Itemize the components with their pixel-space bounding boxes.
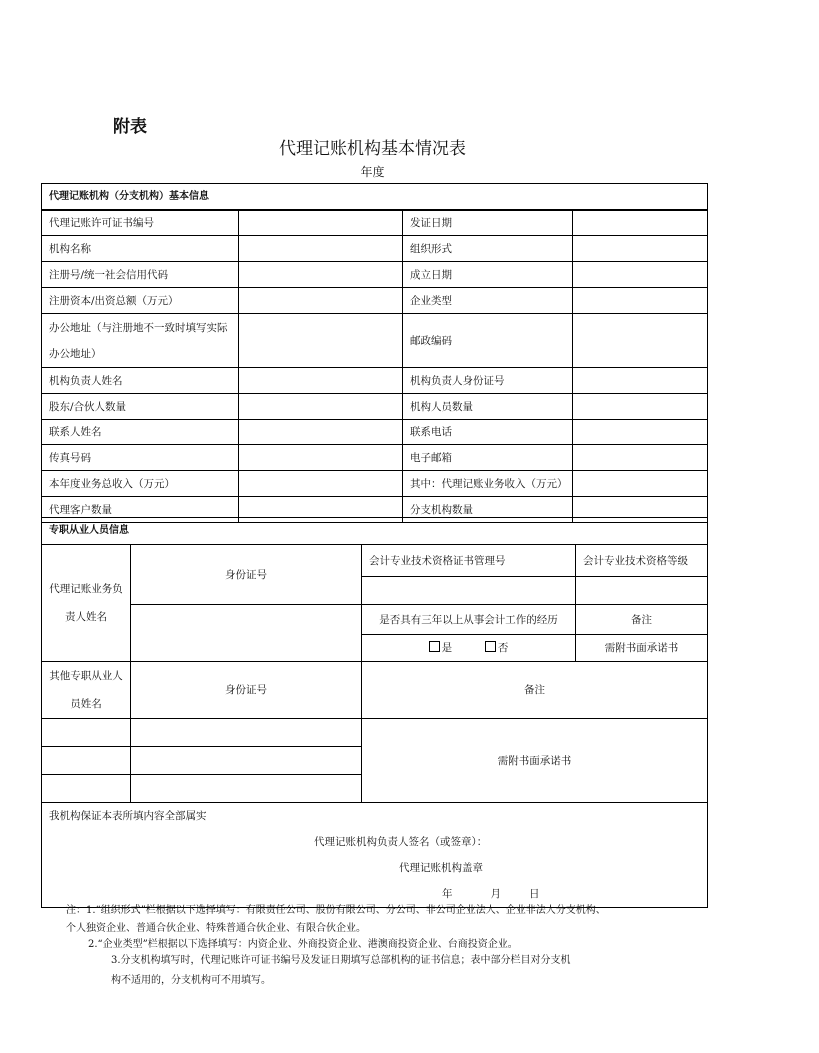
field-label: 企业类型 — [403, 288, 573, 314]
cert-no-input[interactable] — [362, 577, 576, 605]
license-number-input[interactable] — [239, 210, 403, 236]
field-label: 联系人姓名 — [42, 420, 239, 445]
table-row — [42, 471, 708, 497]
commitment-note: 需附书面承诺书 — [576, 635, 708, 662]
other-staff-name-label: 其他专职从业人员姓名 — [42, 662, 131, 719]
contact-name-input[interactable] — [239, 420, 403, 445]
issue-date-input[interactable] — [573, 210, 708, 236]
date-day: 日 — [529, 888, 540, 900]
field-label: 分支机构数量 — [403, 497, 573, 523]
other-name-input[interactable] — [42, 747, 131, 775]
date-year: 年 — [442, 888, 453, 900]
field-label: 组织形式 — [403, 236, 573, 262]
head-name-input[interactable] — [239, 368, 403, 394]
stamp-label: 代理记账机构盖章 — [399, 862, 483, 874]
note-3-line-1: 3.分支机构填写时，代理记账许可证书编号及发证日期填写总部机构的证书信息；表中部分栏目对分支机 — [111, 955, 571, 966]
id-label: 身份证号 — [131, 545, 362, 605]
table-row — [42, 394, 708, 420]
section-header-row — [42, 184, 708, 211]
other-id-label: 身份证号 — [131, 662, 362, 719]
yes-option[interactable] — [429, 642, 453, 654]
table-row — [42, 288, 708, 314]
field-label: 代理客户数量 — [42, 497, 239, 523]
other-commitment-note: 需附书面承诺书 — [362, 719, 708, 803]
table-row — [42, 262, 708, 288]
field-label: 成立日期 — [403, 262, 573, 288]
staff-count-input[interactable] — [573, 394, 708, 420]
org-form-input[interactable] — [573, 236, 708, 262]
appendix-label: 附表 — [113, 117, 147, 137]
contact-phone-input[interactable] — [573, 420, 708, 445]
no-label: 否 — [497, 642, 509, 654]
field-label: 机构负责人身份证号 — [403, 368, 573, 394]
founded-date-input[interactable] — [573, 262, 708, 288]
table-row — [42, 368, 708, 394]
table-row — [42, 210, 708, 236]
head-name-label: 代理记账业务负责人姓名 — [42, 545, 131, 662]
table-row — [42, 545, 708, 577]
field-label: 注册资本/出资总额（万元） — [42, 288, 239, 314]
note-1-line-2: 个人独资企业、普通合伙企业、特殊普通合伙企业、有限合伙企业。 — [66, 923, 366, 934]
other-name-input[interactable] — [42, 775, 131, 803]
no-option[interactable] — [485, 642, 509, 654]
section-basic-info-header: 代理记账机构（分支机构）基本信息 — [42, 184, 708, 211]
table-row — [42, 445, 708, 471]
yes-label: 是 — [441, 642, 453, 654]
note-3-line-2: 构不适用的，分支机构可不用填写。 — [111, 975, 271, 986]
table-row — [42, 420, 708, 445]
field-label: 邮政编码 — [403, 314, 573, 368]
note-1-line-1: 注：1.“组织形式”栏根据以下选择填写：有限责任公司、股份有限公司、分公司、非公司企业法人、企业非法人分支机构、 — [66, 905, 606, 916]
date-month: 月 — [490, 888, 501, 900]
email-input[interactable] — [573, 445, 708, 471]
cert-level-input[interactable] — [576, 577, 708, 605]
note-2: 2.“企业类型”栏根据以下选择填写：内资企业、外商投资企业、港澳商投资企业、台商投资企业。 — [88, 939, 518, 950]
capital-input[interactable] — [239, 288, 403, 314]
head-id-number-input[interactable] — [131, 605, 362, 662]
other-id-input[interactable] — [131, 775, 362, 803]
enterprise-type-input[interactable] — [573, 288, 708, 314]
bookkeeping-revenue-input[interactable] — [573, 471, 708, 497]
fax-input[interactable] — [239, 445, 403, 471]
field-label: 股东/合伙人数量 — [42, 394, 239, 420]
other-remark-label: 备注 — [362, 662, 708, 719]
table-row — [42, 605, 708, 635]
experience-choice — [362, 635, 576, 662]
field-label: 机构名称 — [42, 236, 239, 262]
org-name-input[interactable] — [239, 236, 403, 262]
experience-label: 是否具有三年以上从事会计工作的经历 — [362, 605, 576, 635]
credit-code-input[interactable] — [239, 262, 403, 288]
field-label: 传真号码 — [42, 445, 239, 471]
year-label: 年度 — [360, 165, 385, 179]
other-name-input[interactable] — [42, 719, 131, 747]
office-address-input[interactable] — [239, 314, 403, 368]
field-label: 电子邮箱 — [403, 445, 573, 471]
table-row — [42, 719, 708, 747]
basic-info-table — [41, 183, 708, 211]
yes-checkbox[interactable] — [429, 641, 440, 652]
other-id-input[interactable] — [131, 719, 362, 747]
remark-label: 备注 — [576, 605, 708, 635]
table-row — [42, 314, 708, 368]
field-label: 机构负责人姓名 — [42, 368, 239, 394]
no-checkbox[interactable] — [485, 641, 496, 652]
field-label: 发证日期 — [403, 210, 573, 236]
form-title: 代理记账机构基本情况表 — [279, 139, 466, 159]
total-revenue-input[interactable] — [239, 471, 403, 497]
section-staff-header: 专职从业人员信息 — [42, 518, 708, 545]
field-label: 办公地址（与注册地不一致时填写实际办公地址） — [42, 314, 239, 368]
head-id-input[interactable] — [573, 368, 708, 394]
table-row — [42, 236, 708, 262]
field-label: 代理记账许可证书编号 — [42, 210, 239, 236]
cert-no-label: 会计专业技术资格证书管理号 — [362, 545, 576, 577]
signature-label: 代理记账机构负责人签名（或签章）： — [314, 836, 488, 848]
field-label: 联系电话 — [403, 420, 573, 445]
postal-code-input[interactable] — [573, 314, 708, 368]
field-label: 注册号/统一社会信用代码 — [42, 262, 239, 288]
info-grid — [41, 209, 708, 523]
staff-table — [41, 517, 708, 908]
field-label: 其中：代理记账业务收入（万元） — [403, 471, 573, 497]
table-row — [42, 662, 708, 719]
section-header-row — [42, 518, 708, 545]
cert-level-label: 会计专业技术资格等级 — [576, 545, 708, 577]
other-id-input[interactable] — [131, 747, 362, 775]
field-label: 机构人员数量 — [403, 394, 573, 420]
shareholder-count-input[interactable] — [239, 394, 403, 420]
declaration-cell — [42, 803, 708, 908]
field-label: 本年度业务总收入（万元） — [42, 471, 239, 497]
declaration-row — [42, 803, 708, 908]
declaration-statement: 我机构保证本表所填内容全部属实 — [49, 810, 207, 822]
